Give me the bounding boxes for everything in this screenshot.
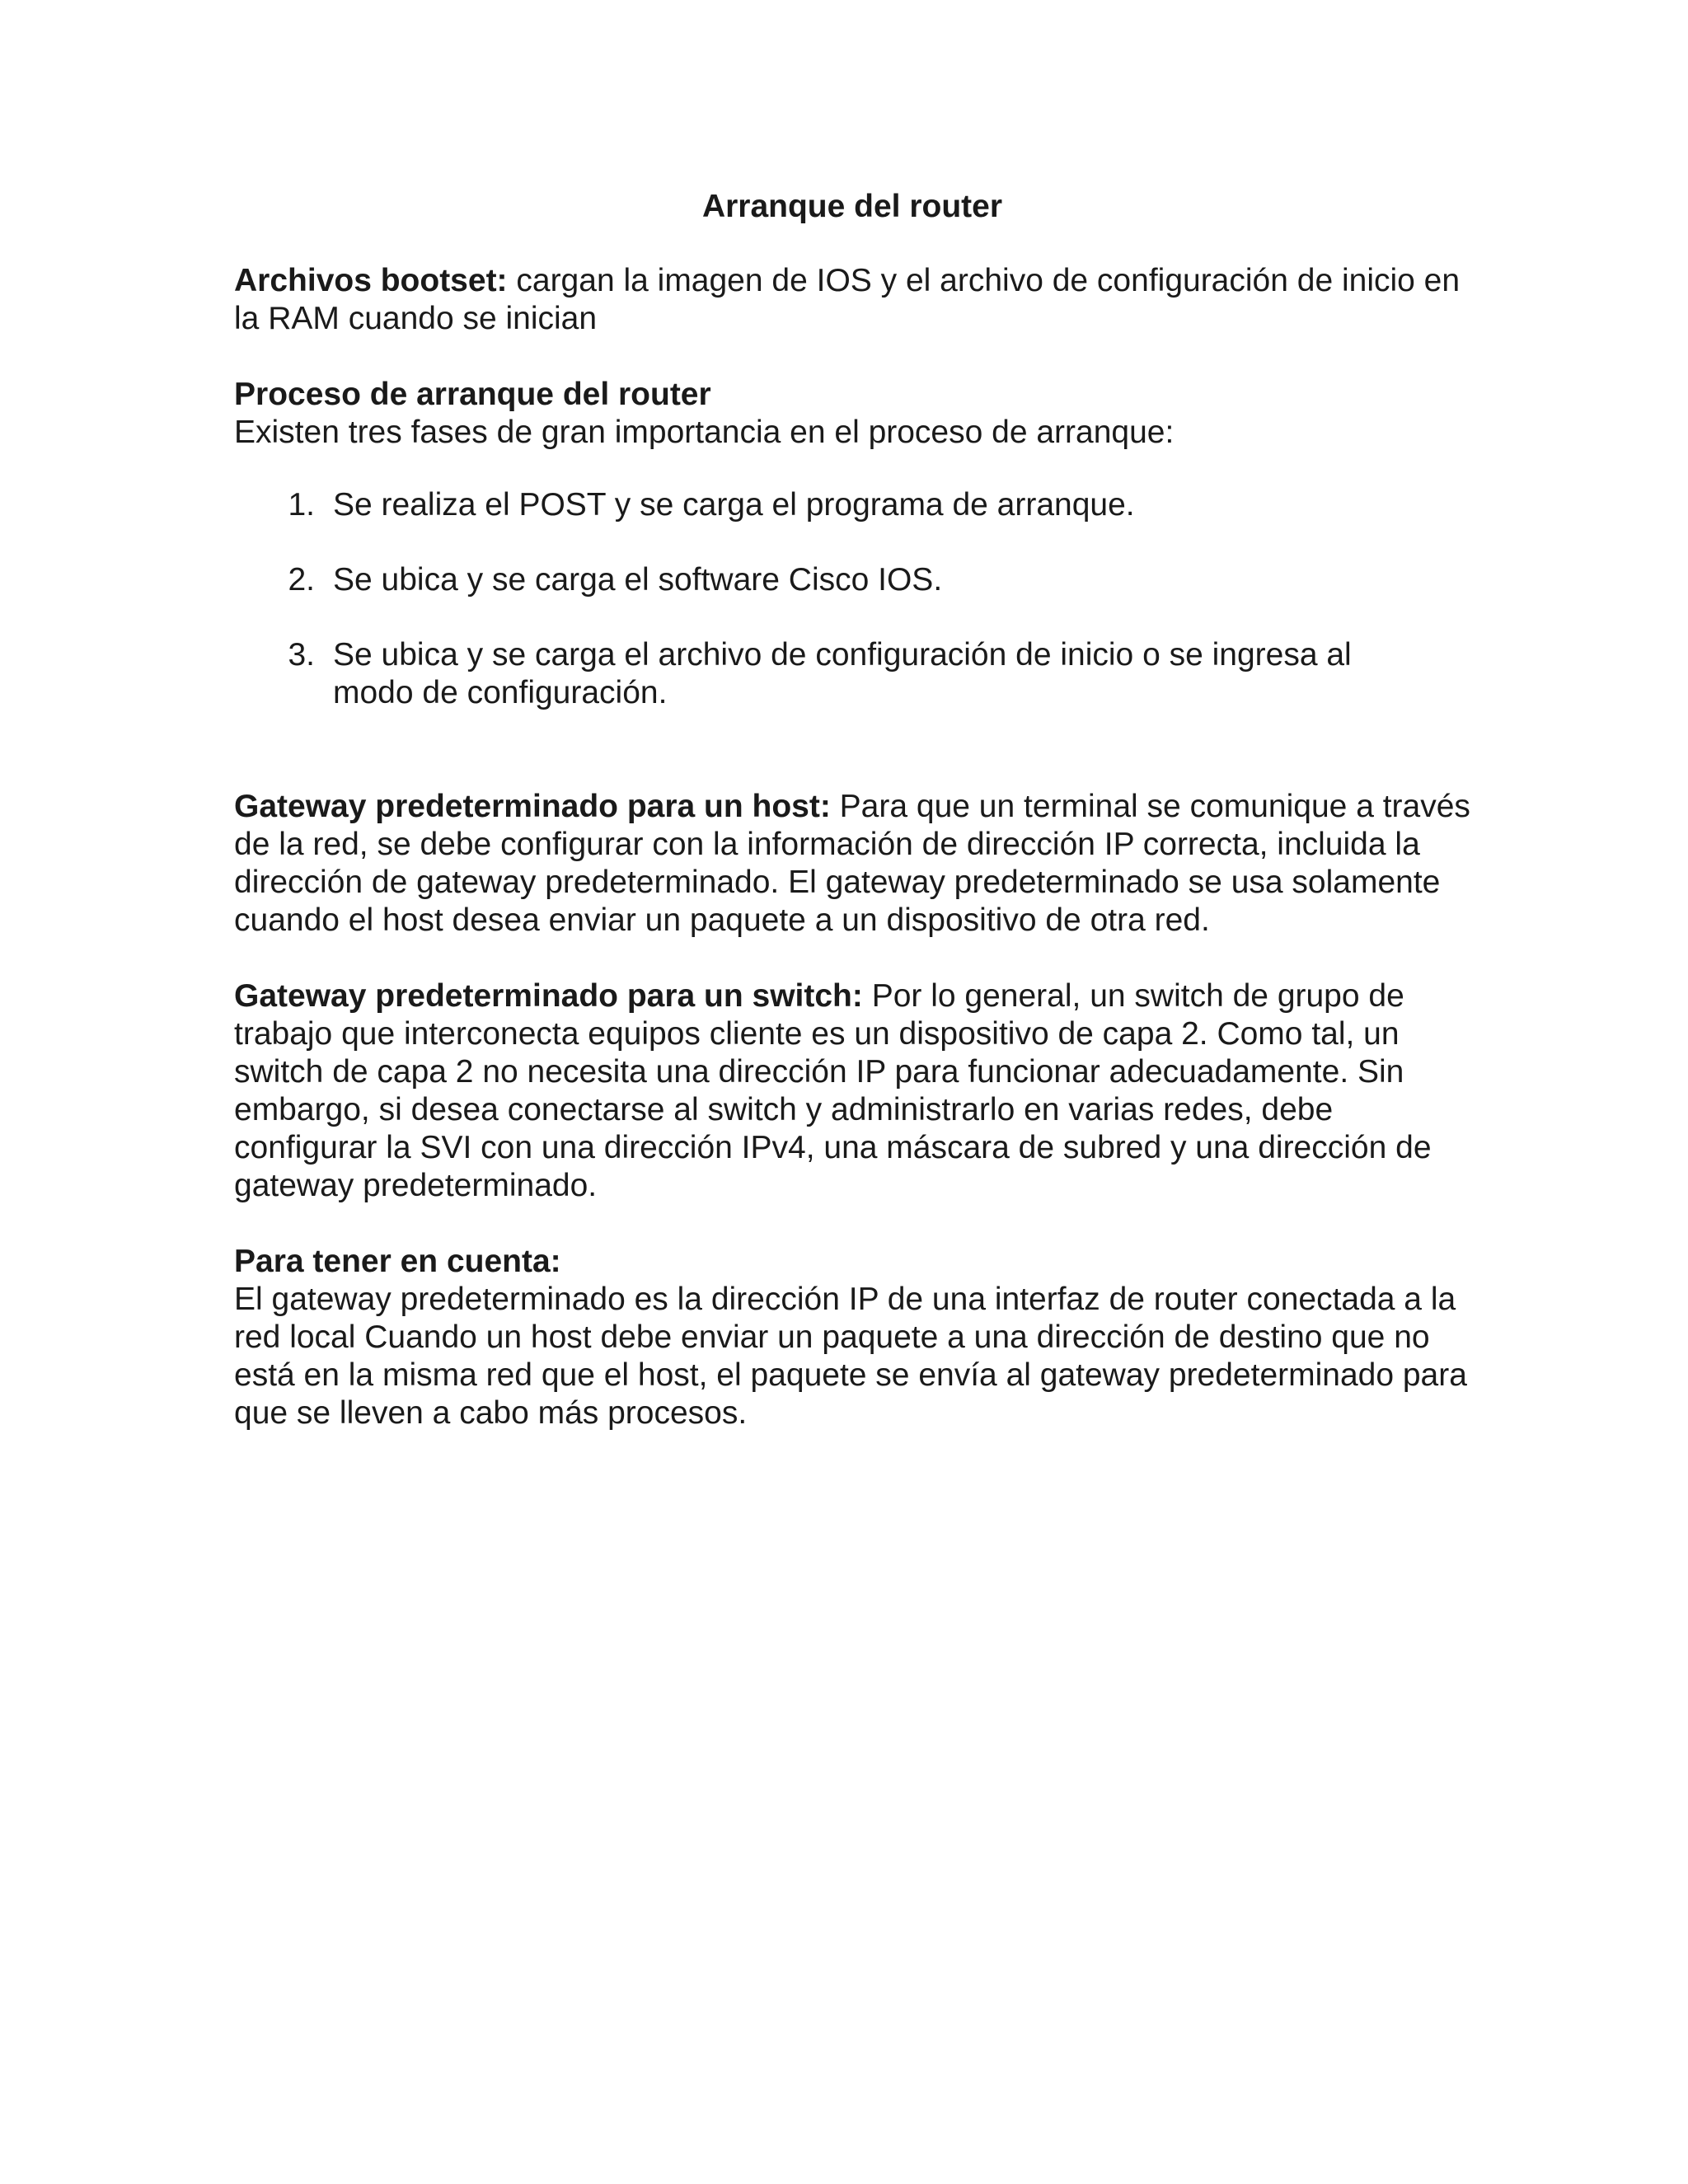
gateway-switch-paragraph <box>234 977 1470 1205</box>
step-text: Se ubica y se carga el software Cisco IOS. <box>333 562 943 598</box>
bootset-label: Archivos bootset: <box>234 263 508 298</box>
section-spacer <box>234 712 1470 788</box>
boot-steps-list <box>234 486 1470 712</box>
step-number: 2. <box>288 562 315 598</box>
boot-process-intro: Existen tres fases de gran importancia en el proceso de arranque: <box>234 415 1175 450</box>
gateway-host-paragraph <box>234 788 1470 940</box>
gateway-host-text: Para que un terminal se comunique a través de la red, se debe configurar con la información de dirección IP correcta, incluida la dirección de gateway predeterminado. El gateway predeterminado se usa solamente cuando el host desea enviar un paquete a un dispositivo de otra red. <box>234 789 1470 938</box>
bootset-paragraph <box>234 262 1470 338</box>
boot-process-section <box>234 376 1470 712</box>
note-section <box>234 1243 1470 1432</box>
list-item <box>234 486 1470 524</box>
boot-process-heading-text: Proceso de arranque del router <box>234 377 711 412</box>
list-item <box>234 636 1470 712</box>
gateway-switch-label: Gateway predeterminado para un switch: <box>234 978 863 1014</box>
note-heading-text: Para tener en cuenta: <box>234 1244 561 1279</box>
note-heading <box>234 1243 1470 1281</box>
step-number: 1. <box>288 487 315 523</box>
gateway-switch-text: Por lo general, un switch de grupo de trabajo que interconecta equipos cliente es un dispositivo de capa 2. Como tal, un switch de capa 2 no necesita una dirección IP para funcionar adecuadamente. Sin embargo, si desea conectarse al switch y administrarlo en varias redes, debe configurar la SVI con una dirección IPv4, una máscara de subred y una dirección de gateway predeterminado. <box>234 978 1432 1203</box>
boot-process-heading <box>234 376 1470 414</box>
bootset-text: cargan la imagen de IOS y el archivo de configuración de inicio en la RAM cuando se inician <box>234 263 1461 336</box>
step-text: Se ubica y se carga el archivo de configuración de inicio o se ingresa al modo de configuración. <box>333 637 1352 710</box>
list-item <box>234 561 1470 599</box>
step-number: 3. <box>288 637 315 673</box>
gateway-host-label: Gateway predeterminado para un host: <box>234 789 831 824</box>
step-text: Se realiza el POST y se carga el programa de arranque. <box>333 487 1135 523</box>
note-text: El gateway predeterminado es la dirección IP de una interfaz de router conectada a la red local Cuando un host debe enviar un paquete a una dirección de destino que no está en la misma red que el host, el paquete se envía al gateway predeterminado para que se lleven a cabo más procesos. <box>234 1282 1467 1431</box>
document-page <box>234 188 1470 1470</box>
document-title: Arranque del router <box>701 189 1003 224</box>
